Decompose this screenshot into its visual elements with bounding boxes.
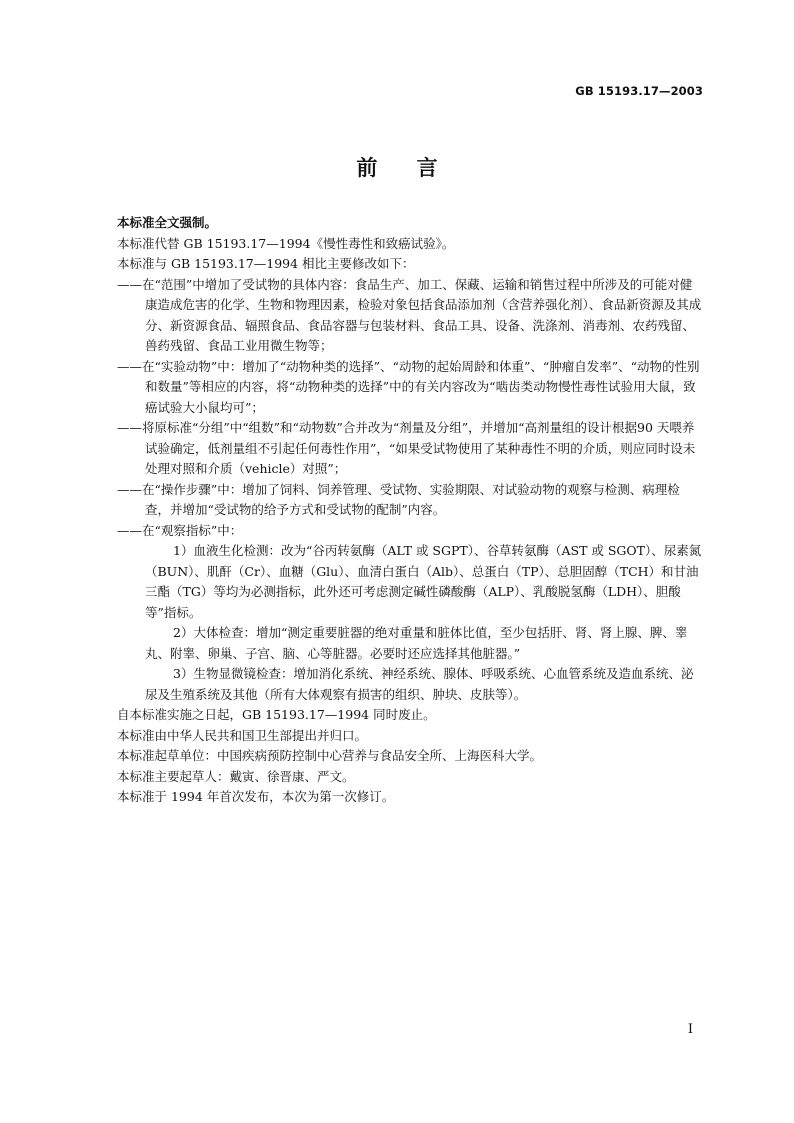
paragraph-changes-intro: 本标准与 GB 15193.17—1994 相比主要修改如下： xyxy=(117,256,415,271)
foreword-body xyxy=(117,213,704,808)
change-item-scope: ——在“范围”中增加了受试物的具体内容：食品生产、加工、保藏、运输和销售过程中所涉及的可能对健康造成危害的化学、生物和物理因素，检验对象包括食品添加剂（含营养强化剂）、食品新资源及其成分、新资源食品、辐照食品、食品容器与包装材料、食品工具、设备、洗涤剂、消毒剂、农药残留、兽药残留、食品工业用微生物等； xyxy=(117,276,702,353)
paragraph-drafters: 本标准主要起草人：戴寅、徐晋康、严文。 xyxy=(117,768,355,784)
sub-item-microscopy: 3）生物显微镜检查：增加消化系统、神经系统、腺体、呼吸系统、心血管系统及造血系统、泌尿及生殖系统及其他（所有大体观察有损害的组织、肿块、皮肤等）。 xyxy=(145,666,694,702)
paragraph-proposer: 本标准由中华人民共和国卫生部提出并归口。 xyxy=(117,727,368,743)
change-item-indicators: ——在“观察指标”中： xyxy=(117,522,243,538)
paragraph-abolish: 自本标准实施之日起，GB 15193.17—1994 同时废止。 xyxy=(117,707,436,722)
page-number: I xyxy=(687,1022,693,1037)
change-item-grouping: ——将原标准“分组”中“组数”和“动物数”合并改为“剂量及分组”，并增加“高剂量组的设计根据90 天喂养试验确定，低剂量组不引起任何毒性作用”，“如果受试物使用了某种毒性不明的介质，则应同时设未处理对照和介质（vehicle）对照”； xyxy=(117,420,696,476)
paragraph-mandatory: 本标准全文强制。 xyxy=(117,215,218,230)
paragraph-history: 本标准于 1994 年首次发布，本次为第一次修订。 xyxy=(117,789,395,804)
paragraph-replaces: 本标准代替 GB 15193.17—1994《慢性毒性和致癌试验》。 xyxy=(117,235,455,251)
sub-item-blood-biochem: 1）血液生化检测：改为“谷丙转氨酶（ALT 或 SGPT）、谷草转氨酶（AST 或 SGOT）、尿素氮（BUN）、肌酐（Cr）、血糖（Glu）、血清白蛋白（Alb）、总蛋白（TP）、总胆固醇（TCH）和甘油三酯（TG）等均为必测指标，此外还可考虑测定碱性磷酸酶（ALP）、乳酸脱氢酶（LDH）、胆酸等”指标。 xyxy=(145,543,702,620)
document-code: GB 15193.17—2003 xyxy=(575,84,703,98)
paragraph-drafting-units: 本标准起草单位：中国疾病预防控制中心营养与食品安全所、上海医科大学。 xyxy=(117,748,543,763)
change-item-animals: ——在“实验动物”中：增加了“动物种类的选择”、“动物的起始周龄和体重”、“肿瘤自发率”、“动物的性别和数量”等相应的内容，将“动物种类的选择”中的有关内容改为“啮齿类动物慢性毒性试验用大鼠，致癌试验大小鼠均可”； xyxy=(117,358,700,415)
page-title: 前 言 xyxy=(356,156,438,180)
sub-item-gross-exam: 2）大体检查：增加“测定重要脏器的绝对重量和脏体比值，至少包括肝、肾、肾上腺、脾、睾丸、附睾、卵巢、子宫、脑、心等脏器。必要时还应选择其他脏器。” xyxy=(145,625,688,661)
change-item-procedure: ——在“操作步骤”中：增加了饲料、饲养管理、受试物、实验期限、对试验动物的观察与检测、病理检查，并增加“受试物的给予方式和受试物的配制”内容。 xyxy=(117,481,680,517)
